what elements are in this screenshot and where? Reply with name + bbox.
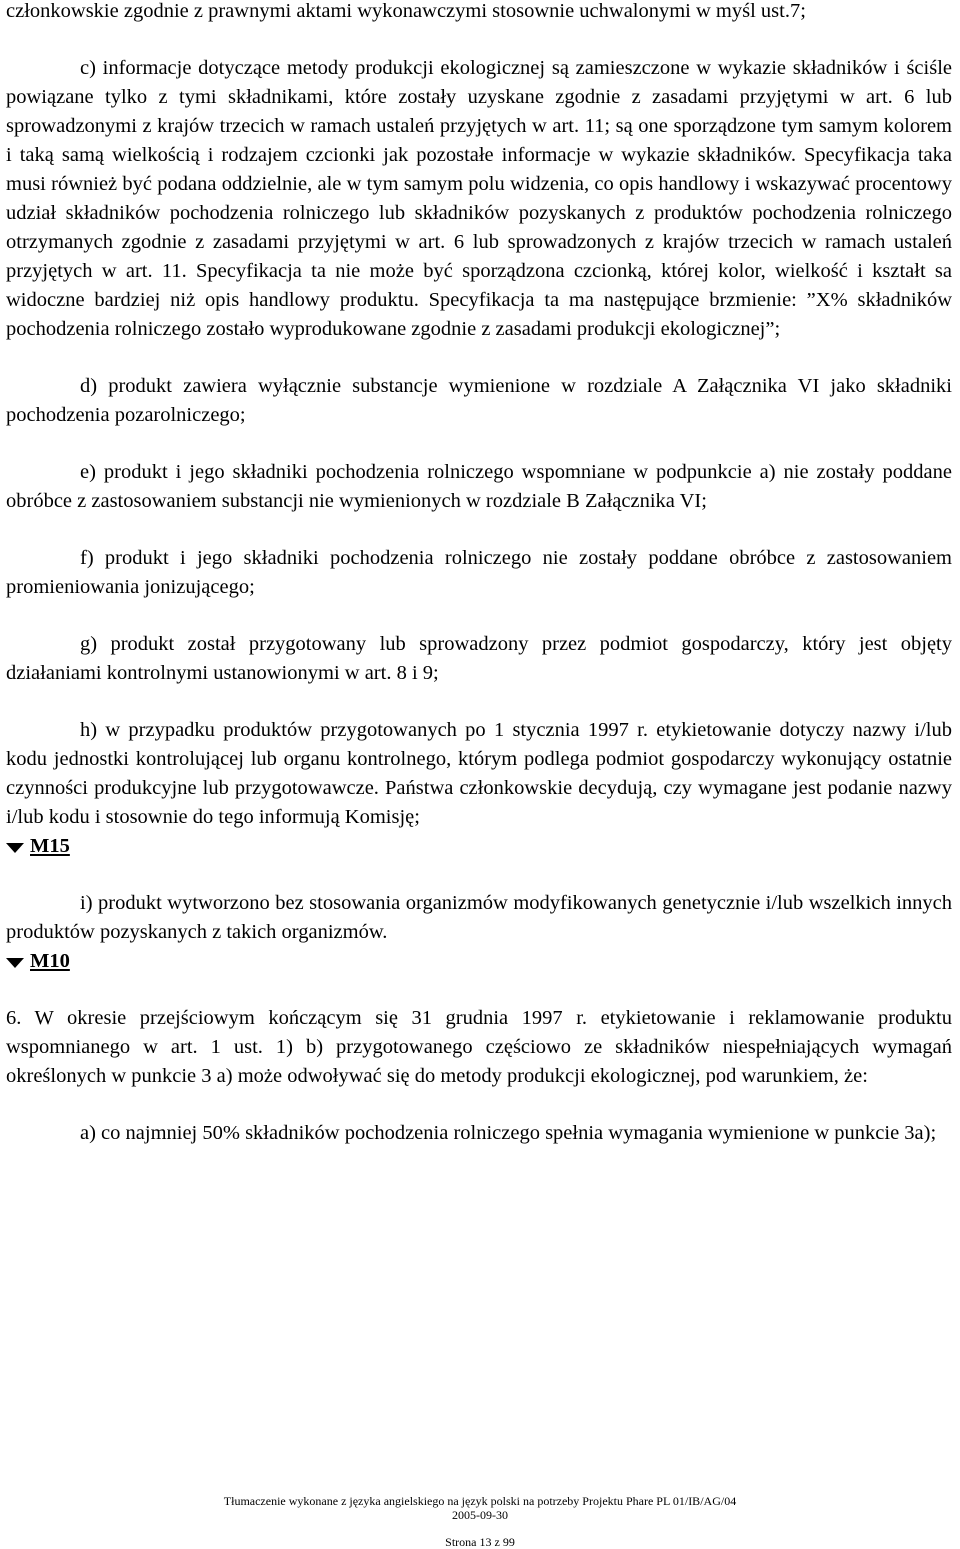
paragraph-g: g) produkt został przygotowany lub sprowadzony przez podmiot gospodarczy, który jest objęty działaniami kontrolnymi ustanowionymi w art. 8 i 9; <box>6 633 952 684</box>
paragraph-6a: a) co najmniej 50% składników pochodzenia rolniczego spełnia wymagania wymienione w punkcie 3a); <box>80 1122 937 1144</box>
paragraph-c-continuation: członkowskie zgodnie z prawnymi aktami wykonawczymi stosownie uchwalonymi w myśl ust.7; <box>6 0 806 22</box>
amendment-label-m10: M10 <box>30 950 70 972</box>
amendment-marker-m15[interactable] <box>6 832 952 861</box>
footer-date: 2005-09-30 <box>452 1508 508 1522</box>
footer-translation-note: Tłumaczenie wykonane z języka angielskiego na język polski na potrzeby Projektu Phare PL 01/IB/AG/04 <box>223 1494 737 1508</box>
paragraph-c: c) informacje dotyczące metody produkcji ekologicznej są zamieszczone w wykazie składników i ściśle powiązane tylko z tymi składnikami, które zostały uzyskane zgodnie z zasadami przyjętymi w art. 6 lub sprowadzonymi z krajów trzecich w ramach ustaleń przyjętych w art. 11; są one sporządzone tym samym kolorem i taką samą wielkością i rodzajem czcionki jak pozostałe informacje w wykazie składników. Specyfikacja taka musi również być podana oddzielnie, ale w tym samym polu widzenia, co opis handlowy i wskazywać procentowy udział składników pochodzenia rolniczego lub składników pozyskanych z produktów pochodzenia rolniczego otrzymanych zgodnie z zasadami przyjętymi w art. 6 lub sprowadzonych z krajów trzecich w ramach ustaleń przyjętych w art. 11. Specyfikacja ta nie może być sporządzona czcionką, której kolor, wielkość i kształt sa widoczne bardziej niż opis handlowy produktu. Specyfikacja ta ma następujące brzmienie: ”X% składników pochodzenia rolniczego zostało wyprodukowane zgodnie z zasadami produkcji ekologicznej”; <box>6 57 952 340</box>
paragraph-e: e) produkt i jego składniki pochodzenia rolniczego wspomniane w podpunkcie a) nie zostały poddane obróbce z zastosowaniem substancji nie wymienionych w rozdziale B Załącznika VI; <box>6 461 952 512</box>
amendment-marker-m10[interactable] <box>6 947 952 976</box>
paragraph-h: h) w przypadku produktów przygotowanych po 1 stycznia 1997 r. etykietowanie dotyczy nazwy i/lub kodu jednostki kontrolującej lub organu kontrolnego, którym podlega podmiot gospodarczy wykonujący ostatnie czynności produkcyjne lub przygotowawcze. Państwa członkowskie decydują, czy wymagane jest podanie nazwy i/lub kodu i stosownie do tego informują Komisję; <box>6 719 952 828</box>
triangle-down-icon <box>6 843 24 853</box>
paragraph-6: 6. W okresie przejściowym kończącym się 31 grudnia 1997 r. etykietowanie i reklamowanie produktu wspomnianego w art. 1 ust. 1) b) przygotowanego częściowo ze składników niespełniających wymagań określonych w punkcie 3 a) może odwoływać się do metody produkcji ekologicznej, pod warunkiem, że: <box>6 1007 952 1087</box>
amendment-label-m15: M15 <box>30 835 70 857</box>
paragraph-f: f) produkt i jego składniki pochodzenia rolniczego nie zostały poddane obróbce z zastosowaniem promieniowania jonizującego; <box>6 547 952 598</box>
page-number: Strona 13 z 99 <box>445 1535 515 1549</box>
paragraph-d: d) produkt zawiera wyłącznie substancje wymienione w rozdziale A Załącznika VI jako składniki pochodzenia pozarolniczego; <box>6 375 952 426</box>
document-body <box>6 0 952 1148</box>
paragraph-i: i) produkt wytworzono bez stosowania organizmów modyfikowanych genetycznie i/lub wszelkich innych produktów pozyskanych z takich organizmów. <box>6 892 952 943</box>
triangle-down-icon <box>6 958 24 968</box>
